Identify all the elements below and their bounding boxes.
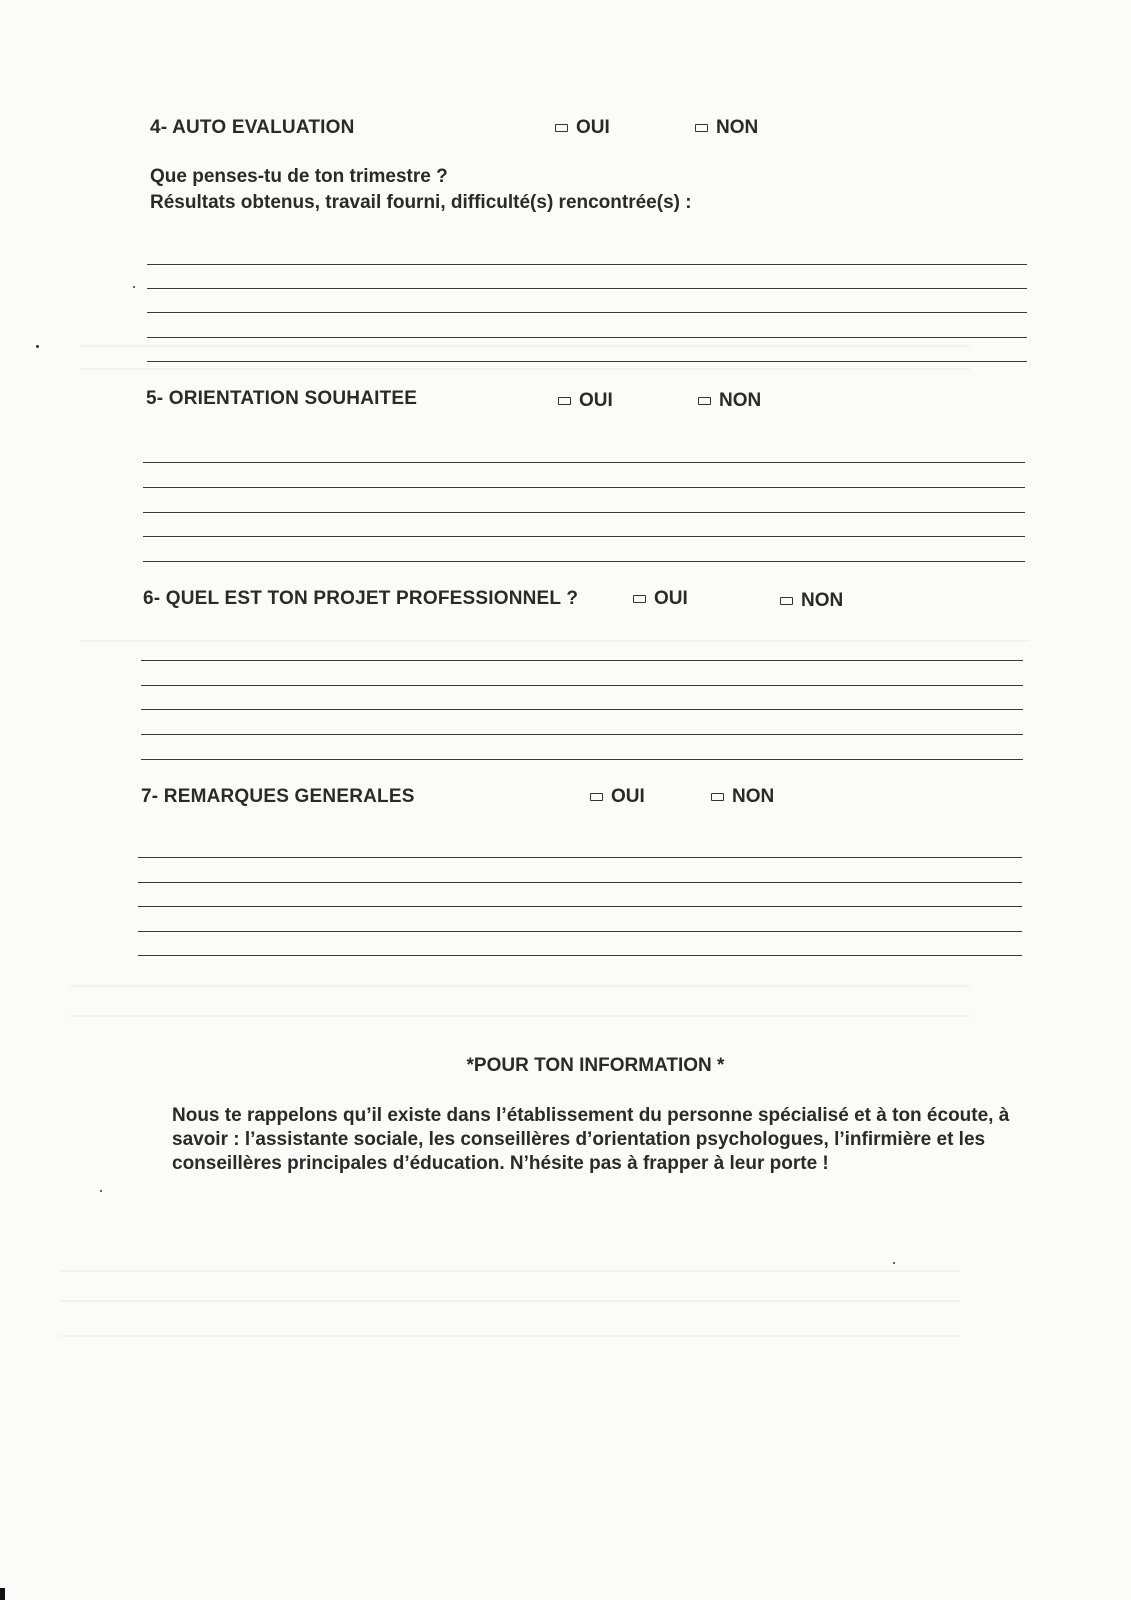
section-4-oui-option[interactable] bbox=[555, 117, 610, 139]
section-5-oui-label: OUI bbox=[579, 390, 613, 411]
section-6-non-option[interactable] bbox=[780, 590, 843, 612]
section-4-non-label: NON bbox=[716, 117, 759, 138]
section-5-oui-option[interactable] bbox=[558, 390, 613, 412]
section-7-non-label: NON bbox=[732, 786, 775, 807]
section-7-heading: 7- REMARQUES GENERALES bbox=[141, 786, 415, 807]
section-4-oui-label: OUI bbox=[576, 117, 610, 138]
checkbox-icon[interactable] bbox=[780, 597, 793, 605]
show-through-line bbox=[70, 985, 970, 987]
section-5-non-option[interactable] bbox=[698, 390, 761, 412]
section-5-non-label: NON bbox=[719, 390, 762, 411]
scan-speck bbox=[100, 1190, 102, 1192]
answer-line[interactable] bbox=[141, 709, 1023, 710]
show-through-line bbox=[70, 1015, 970, 1017]
section-7-non-option[interactable] bbox=[711, 786, 774, 808]
checkbox-icon[interactable] bbox=[711, 793, 724, 801]
answer-line[interactable] bbox=[138, 931, 1022, 932]
answer-line[interactable] bbox=[143, 561, 1025, 562]
show-through-line bbox=[80, 345, 970, 347]
scan-speck bbox=[893, 1262, 895, 1264]
show-through-line bbox=[60, 1300, 960, 1302]
section-6-oui-label: OUI bbox=[654, 588, 688, 609]
answer-line[interactable] bbox=[147, 312, 1027, 313]
section-4-heading: 4- AUTO EVALUATION bbox=[150, 117, 355, 138]
section-7-oui-label: OUI bbox=[611, 786, 645, 807]
section-7-oui-option[interactable] bbox=[590, 786, 645, 808]
section-6-non-label: NON bbox=[801, 590, 844, 611]
answer-line[interactable] bbox=[141, 685, 1023, 686]
section-6-oui-option[interactable] bbox=[633, 588, 688, 610]
answer-line[interactable] bbox=[141, 759, 1023, 760]
answer-line[interactable] bbox=[147, 264, 1027, 265]
answer-line[interactable] bbox=[138, 906, 1022, 907]
show-through-line bbox=[60, 1270, 960, 1272]
checkbox-icon[interactable] bbox=[590, 793, 603, 801]
section-6-heading: 6- QUEL EST TON PROJET PROFESSIONNEL ? bbox=[143, 588, 579, 609]
scan-speck bbox=[36, 345, 39, 348]
answer-line[interactable] bbox=[141, 734, 1023, 735]
section-4-non-option[interactable] bbox=[695, 117, 758, 139]
info-paragraph: Nous te rappelons qu’il existe dans l’établissement du personne spécialisé et à ton écoute, à savoir : l’assistante sociale, les conseillères d’orientation psychologues, l’infirmière et les conseillères principales d’éducation. N’hésite pas à frapper à leur porte ! bbox=[172, 1105, 1010, 1174]
section-4-question-2: Résultats obtenus, travail fourni, difficulté(s) rencontrée(s) : bbox=[150, 192, 692, 213]
scan-speck bbox=[133, 286, 135, 288]
checkbox-icon[interactable] bbox=[555, 124, 568, 132]
section-5-heading: 5- ORIENTATION SOUHAITEE bbox=[146, 388, 418, 409]
checkbox-icon[interactable] bbox=[558, 397, 571, 405]
answer-line[interactable] bbox=[138, 882, 1022, 883]
answer-line[interactable] bbox=[147, 361, 1027, 362]
answer-line[interactable] bbox=[138, 955, 1022, 956]
scan-edge-mark bbox=[0, 1588, 5, 1600]
checkbox-icon[interactable] bbox=[633, 595, 646, 603]
checkbox-icon[interactable] bbox=[698, 397, 711, 405]
answer-line[interactable] bbox=[138, 857, 1022, 858]
info-title: *POUR TON INFORMATION * bbox=[466, 1055, 725, 1076]
answer-line[interactable] bbox=[143, 536, 1025, 537]
answer-line[interactable] bbox=[143, 512, 1025, 513]
section-4-question-1: Que penses-tu de ton trimestre ? bbox=[150, 166, 448, 187]
show-through-line bbox=[80, 368, 970, 370]
show-through-line bbox=[80, 640, 1030, 642]
answer-line[interactable] bbox=[141, 660, 1023, 661]
answer-line[interactable] bbox=[143, 487, 1025, 488]
checkbox-icon[interactable] bbox=[695, 124, 708, 132]
show-through-line bbox=[60, 1335, 960, 1337]
answer-line[interactable] bbox=[147, 337, 1027, 338]
answer-line[interactable] bbox=[143, 462, 1025, 463]
answer-line[interactable] bbox=[147, 288, 1027, 289]
